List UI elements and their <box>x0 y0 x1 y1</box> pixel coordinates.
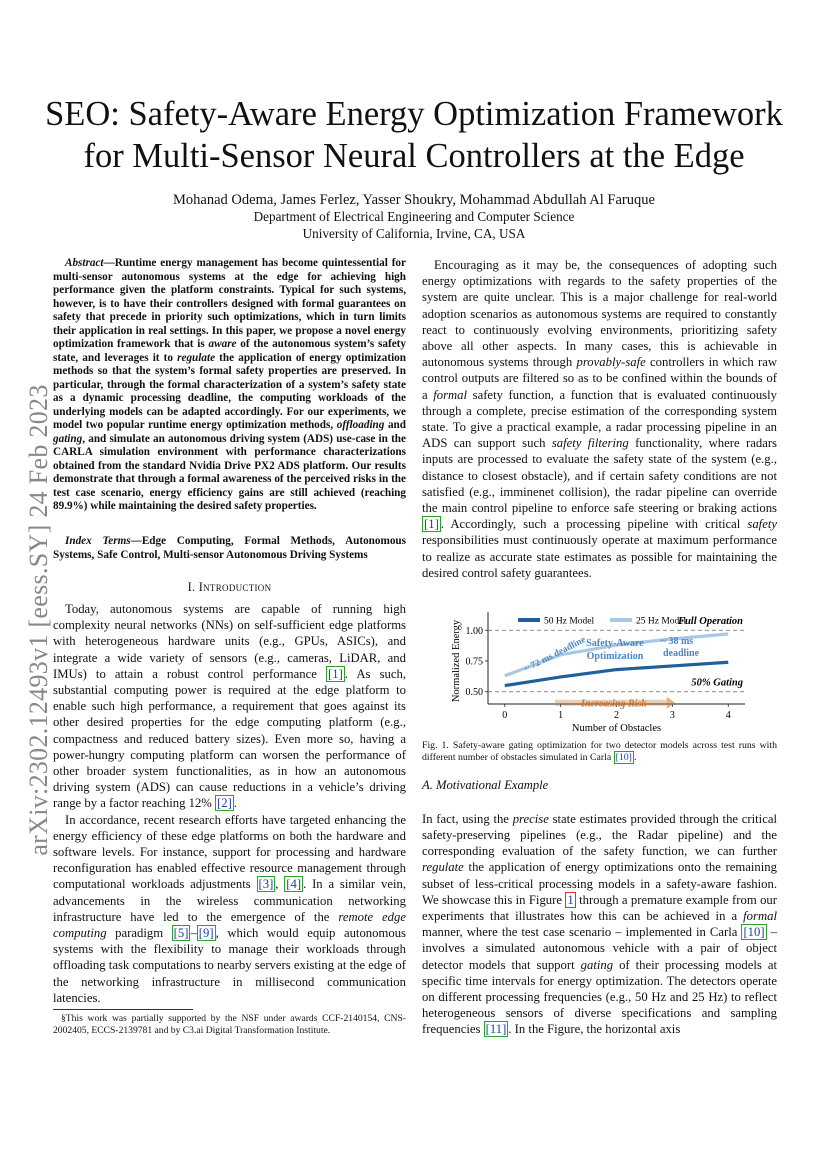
title-line-1: SEO: Safety-Aware Energy Optimization Framework <box>45 95 783 133</box>
intro-p2-text-a: In accordance, recent research efforts have targeted enhancing the energy efficiency of these edge platforms on both the hardware and software levels. For instance, support for processing and hardware reconfiguration has enabled effective resource management through computational workloads adjustments <box>53 812 406 892</box>
introduction-body <box>53 601 406 1006</box>
intro-paragraph-2: In accordance, recent research efforts have targeted enhancing the energy efficiency of these edge platforms on both the hardware and software levels. For instance, support for processing and hardware reconfiguration has enabled effective resource management through computational workloads adjustments [3] , [4] . In a similar vein, advancements in the wireless communication networking infrastructure have led to the emergence of the remote edge computing paradigm [5] – [9] , which would equip autonomous systems with the flexibility to manage their workloads through offloading task computations to nearby servers existing at the edge of the networking infrastructure in millisecond communication latencies. <box>53 812 406 1005</box>
motivational-example-body <box>422 798 777 1050</box>
right-p2-text-g: of their processing models at specific time intervals for energy optimization. The detectors operate on different processing frequencies (e.g., 50 Hz and 25 Hz) to reflect heterogeneous sensors of diverse specifications and sampling frequencies <box>422 957 777 1037</box>
intro-p2-remote-edge: remote edge computing <box>53 909 406 941</box>
figure-1 <box>440 604 785 734</box>
abstract-text-1: —Runtime energy management has become quintessential for multi-sensor autonomous systems at the edge for achieving high performance given the platform constraints. Typical for such systems, however, is to have their controllers designed with formal guarantees on safety that precede in priority such optimizations, which in turn limits their application in real settings. In this paper, we propose a novel energy optimization framework that is <box>53 257 406 350</box>
citation-11[interactable]: [11] <box>485 1022 507 1037</box>
right-p1-text-b: controllers in which raw control outputs are filtered so as to be confined within the bounds of a <box>422 355 777 402</box>
annotation-increasing-risk: Increasing Risk <box>581 698 647 710</box>
y-tick-label-2: 1.00 <box>465 625 483 637</box>
intro-p1-text-b: . As such, substantial computing power is required at the edge platform to enable such high performance, a requirement that goes against its other desired properties for the edge computing platform (e.g., compactness and reduced battery sizes). Even more so, having a power-hungry computing platform can worsen the performance of other broader system functionalities, as in how an autonomous driving system (ADS) can cause reductions in a vehicle’s driving range by a factor reaching 12% <box>53 666 407 811</box>
intro-p2-text-c: paradigm <box>106 926 172 941</box>
abstract-regulate: regulate <box>177 351 216 364</box>
citation-9[interactable]: [9] <box>198 926 214 941</box>
index-terms-label: Index Terms <box>65 535 131 547</box>
authors: Mohanad Odema, James Ferlez, Yasser Shoukry, Mohammad Abdullah Al Faruque <box>173 192 655 208</box>
right-p2-formal: formal <box>743 908 777 923</box>
index-terms-text: —Edge Computing, Formal Methods, Autonomous Systems, Safe Control, Multi-sensor Autonomous Driving Systems <box>53 535 406 561</box>
footnote-rule <box>53 1009 193 1010</box>
abstract-offloading: offloading <box>336 419 385 431</box>
section-heading-introduction: I. Introduction <box>187 580 272 594</box>
abstract <box>53 257 406 514</box>
intro-p2-text-b: . In a similar vein, advancements in the wireless communication networking infrastructure have led to the emergence of the <box>53 877 406 924</box>
annotation-deadline-right-2: deadline <box>662 648 700 659</box>
annotation-full-operation: Full Operation <box>677 616 743 627</box>
x-tick-label-3: 3 <box>669 710 675 721</box>
abstract-text-3: the application of energy optimization methods so that the system’s formal safety properties are preserved. In particular, through the formal characterization of a system’s safety state as a dynamic processing deadline, the computing workloads of the underlying models can be adapted accordingly. For our experiments, we model two popular runtime energy optimization methods, <box>53 351 406 431</box>
affiliation <box>60 208 768 242</box>
abstract-and: and <box>384 419 406 431</box>
citation-10[interactable]: [10] <box>743 925 765 940</box>
citation-10-caption[interactable]: [10] <box>615 751 632 763</box>
right-p1-formal: formal <box>433 387 468 402</box>
abstract-text-4: , and simulate an autonomous driving system (ADS) use-case in the CARLA simulation environment with performance characterizations obtained from the standard Nvidia Drive PX2 ADS platform. Our results demonstrate that through a formal awareness of the perceived risks in the test case scenario, energy efficiency gains are still achieved (reaching 89.9%) while maintaining the desired safety properties. <box>53 432 406 512</box>
intro-p1-text-a: Today, autonomous systems are capable of running high complexity neural networks (NNs) on self-sufficient edge platforms with heterogeneous hardware units (e.g., GPUs, ASICs), and integrate a wide variety of sensors (e.g., cameras, LiDAR, and IMUs) to attain a robust control performance <box>53 602 406 681</box>
arxiv-sidebar <box>24 360 54 880</box>
right-p2-regulate: regulate <box>422 860 464 875</box>
citation-1[interactable]: [1] <box>328 666 343 681</box>
right-p2-text-d: through a premature example from our experiments that illustrates how this can be achieved in a <box>422 892 777 923</box>
right-column-intro <box>422 257 777 581</box>
intro-p1-text-c: . <box>233 796 238 811</box>
figure-1-caption <box>422 740 777 764</box>
figure-1-reference[interactable]: 1 <box>567 892 574 907</box>
footnote: §This work was partially supported by the NSF under awards CCF-2140154, CNS-2002405, ECCS-2139781 and by C3.ai Digital Transformation Institute. <box>53 1013 406 1036</box>
right-p1-safety-filtering: safety filtering <box>551 436 629 451</box>
legend-label-0: 50 Hz Model <box>544 616 595 627</box>
caption-text-b: . <box>633 751 637 763</box>
title-line-2: for Multi-Sensor Neural Controllers at the Edge <box>83 137 745 175</box>
citation-1-right[interactable]: [1] <box>424 517 439 532</box>
citation-2[interactable]: [2] <box>217 796 232 811</box>
annotation-deadline-left: ~ 72 ms deadline <box>522 635 588 675</box>
x-tick-label-4: 4 <box>725 710 731 721</box>
right-p1-text-c: safety function, a function that is evaluated continuously through a complete, precise estimation of the corresponding system state. To give a practical example, a radar processing pipeline in an ADS can support such <box>422 387 777 451</box>
x-tick-label-2: 2 <box>614 710 619 721</box>
citation-4[interactable]: [4] <box>286 877 302 892</box>
right-p2-text-e: manner, where the test case scenario – implemented in Carla <box>422 925 742 940</box>
y-tick-label-1: 0.75 <box>465 656 483 668</box>
y-tick-label-0: 0.50 <box>465 687 483 699</box>
legend-label-1: 25 Hz Model <box>636 616 687 627</box>
subsection-heading-motivational-example: A. Motivational Example <box>422 778 549 792</box>
right-p2-text-h: . In the Figure, the horizontal axis <box>508 1022 681 1037</box>
x-tick-label-1: 1 <box>558 710 564 721</box>
annotation-center-2: Optimization <box>586 651 644 662</box>
intro-paragraph-1 <box>53 601 406 812</box>
risk-arrow-head <box>667 697 675 709</box>
right-paragraph-1 <box>422 257 777 581</box>
right-p1-text-a: Encouraging as it may be, the consequences of adopting such energy optimizations with regards to the safety properties of the system are quite unclear. This is a major challenge for real-world adoption scenarios as autonomous systems are required to constantly react to continuously evolving environments, prioritizing safety above all other aspects. In many cases, this is achievable in autonomous systems through <box>422 258 777 370</box>
right-p2-gating: gating <box>580 957 614 972</box>
right-paragraph-2 <box>422 811 777 1038</box>
right-p1-text-d: functionality, where radars inputs are processed to evaluate the safety state of the system (e.g., distance to closest obstacle), and if certain safety conditions are not satisfied (e.g., imminenet collision), the radar pipeline can override the main control pipeline to enforce safe steering or braking actions <box>422 436 777 516</box>
abstract-aware: aware <box>208 338 237 350</box>
caption-text-a: Fig. 1. Safety-aware gating optimization for two detector models across test runs with different number of obstacles simulated in Carla <box>422 740 777 763</box>
index-terms <box>53 535 406 562</box>
annotation-deadline-right-1: ~ 38 ms <box>660 636 694 647</box>
abstract-label: Abstract <box>65 257 104 269</box>
energy-chart <box>440 604 785 734</box>
right-p1-text-e: . Accordingly, such a processing pipeline with critical <box>440 517 748 532</box>
affiliation-university: University of California, Irvine, CA, USA <box>302 226 526 241</box>
paper-title <box>40 93 788 177</box>
annotation-center-1: Safety-Aware <box>586 638 644 649</box>
affiliation-department: Department of Electrical Engineering and Computer Science <box>253 209 575 224</box>
right-p2-text-c: the application of energy optimizations onto the remaining subset of less-critical processing models in a safety-aware fashion. We showcase this in Figure <box>422 860 777 907</box>
arxiv-id: arXiv:2302.12493v1 [eess.SY] 24 Feb 2023 <box>24 384 53 856</box>
abstract-text-2: of the autonomous system’s safety state, and leverages it to <box>53 338 406 364</box>
citation-3[interactable]: [3] <box>258 877 274 892</box>
right-p1-text-f: responsibilities must continuously operate at maximum performance to realize as accurate state estimates as possible for maintaining the desired control safety guarantees. <box>422 533 777 580</box>
right-p2-precise: precise <box>512 811 549 826</box>
abstract-gating: gating <box>53 432 83 445</box>
y-axis-title: Normalized Energy <box>451 619 462 703</box>
right-p1-safety: safety <box>747 517 777 532</box>
right-p2-text-f: – involves a simulated autonomous vehicle with a pair of object detector models that support <box>422 925 777 972</box>
right-p2-text-a: In fact, using the <box>422 811 513 826</box>
x-tick-label-0: 0 <box>502 710 508 721</box>
annotation-50-gating: 50% Gating <box>691 677 743 689</box>
intro-p2-text-d: , which would equip autonomous systems with the flexibility to manage their workloads through offloading task computations to nearby servers existing at the edge of the networking infrastructure in millisecond communication latencies. <box>53 926 406 1005</box>
right-p2-text-b: state estimates provided through the critical safety-preserving pipelines (e.g., the Radar pipeline) and the corresponding evaluation of the safety function, we can further <box>422 811 777 859</box>
x-axis-title: Number of Obstacles <box>571 723 662 734</box>
right-p1-provably-safe: provably-safe <box>576 355 646 370</box>
citation-5[interactable]: [5] <box>173 926 189 941</box>
